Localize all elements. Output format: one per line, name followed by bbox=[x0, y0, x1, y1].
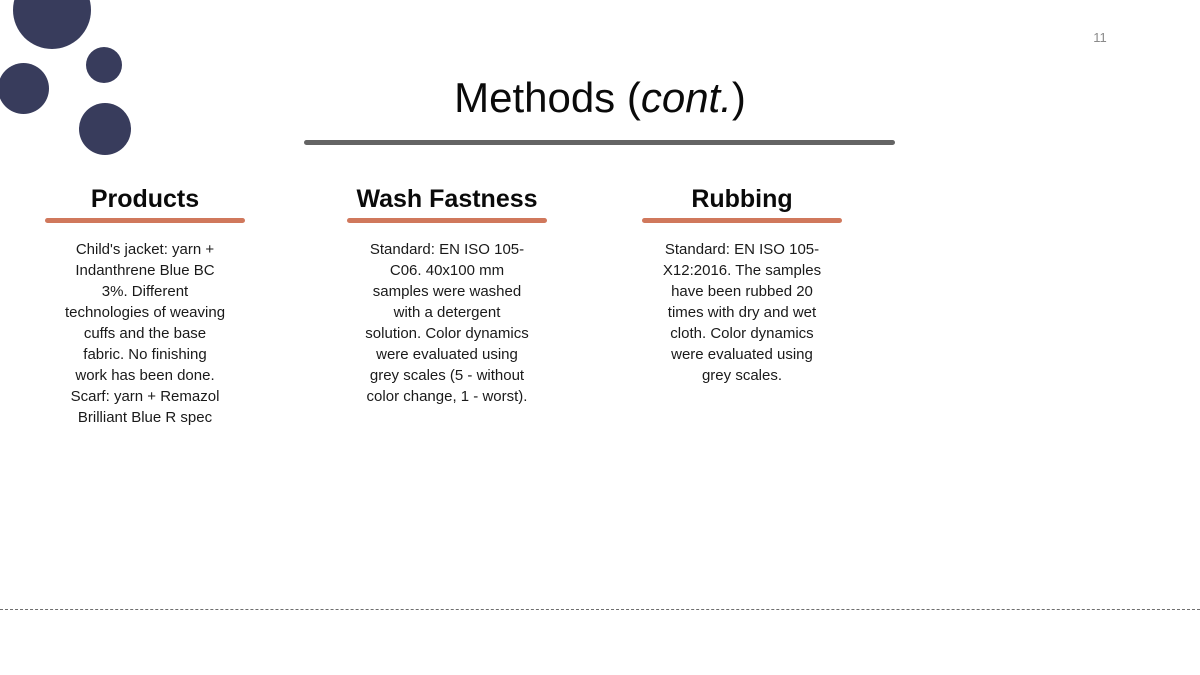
wash-fastness-text-line: C06. 40x100 mm bbox=[389, 262, 505, 279]
wash-fastness-text-line: grey scales (5 - without bbox=[369, 367, 525, 384]
decorative-circle bbox=[13, 0, 91, 49]
products-text-line: 3%. Different bbox=[101, 283, 189, 300]
rubbing-heading-underline bbox=[642, 218, 842, 223]
products-text-line: Scarf: yarn + Remazol bbox=[70, 388, 220, 405]
rubbing-text-line: Standard: EN ISO 105- bbox=[664, 241, 820, 258]
products-text-line: Indanthrene Blue BC bbox=[75, 262, 215, 279]
wash-fastness-heading-underline bbox=[347, 218, 547, 223]
rubbing-text-line: X12:2016. The samples bbox=[662, 262, 822, 279]
slide-title-main: Methods ( bbox=[454, 74, 641, 121]
slide-title-italic: cont. bbox=[640, 74, 732, 121]
products-text bbox=[54, 239, 236, 428]
products-heading-underline bbox=[45, 218, 245, 223]
wash-fastness-text-line: color change, 1 - worst). bbox=[366, 388, 528, 405]
products-text-line: Child's jacket: yarn + bbox=[75, 241, 215, 258]
rubbing-column bbox=[642, 182, 842, 386]
rubbing-text-line: have been rubbed 20 bbox=[671, 283, 813, 300]
slide-title-close: ) bbox=[731, 74, 746, 121]
products-column bbox=[45, 182, 245, 428]
decorative-circle bbox=[79, 103, 131, 155]
wash-fastness-text-line: solution. Color dynamics bbox=[365, 325, 529, 342]
wash-fastness-text-line: were evaluated using bbox=[376, 346, 518, 363]
products-text-line: technologies of weaving bbox=[64, 304, 226, 321]
rubbing-text-line: cloth. Color dynamics bbox=[670, 325, 814, 342]
rubbing-heading: Rubbing bbox=[691, 185, 793, 213]
products-heading: Products bbox=[90, 185, 200, 213]
rubbing-text-line: grey scales. bbox=[701, 367, 783, 384]
products-text-line: work has been done. bbox=[75, 367, 215, 384]
slide-number: 11 bbox=[1093, 30, 1107, 45]
products-text-line: Brilliant Blue R spec bbox=[77, 409, 213, 426]
decorative-circle bbox=[86, 47, 122, 83]
decorative-circle bbox=[0, 63, 49, 114]
wash-fastness-text-line: Standard: EN ISO 105- bbox=[369, 241, 525, 258]
title-underline bbox=[304, 140, 895, 145]
wash-fastness-text bbox=[356, 239, 538, 407]
wash-fastness-text-line: with a detergent bbox=[393, 304, 501, 321]
rubbing-text-line: times with dry and wet bbox=[667, 304, 817, 321]
rubbing-text-line: were evaluated using bbox=[671, 346, 813, 363]
wash-fastness-text-line: samples were washed bbox=[372, 283, 522, 300]
wash-fastness-column bbox=[347, 182, 547, 407]
dashed-divider bbox=[0, 609, 1200, 610]
wash-fastness-heading: Wash Fastness bbox=[356, 185, 538, 213]
slide-title bbox=[300, 70, 900, 126]
products-text-line: fabric. No finishing bbox=[83, 346, 207, 363]
rubbing-text bbox=[651, 239, 833, 386]
products-text-line: cuffs and the base bbox=[83, 325, 207, 342]
